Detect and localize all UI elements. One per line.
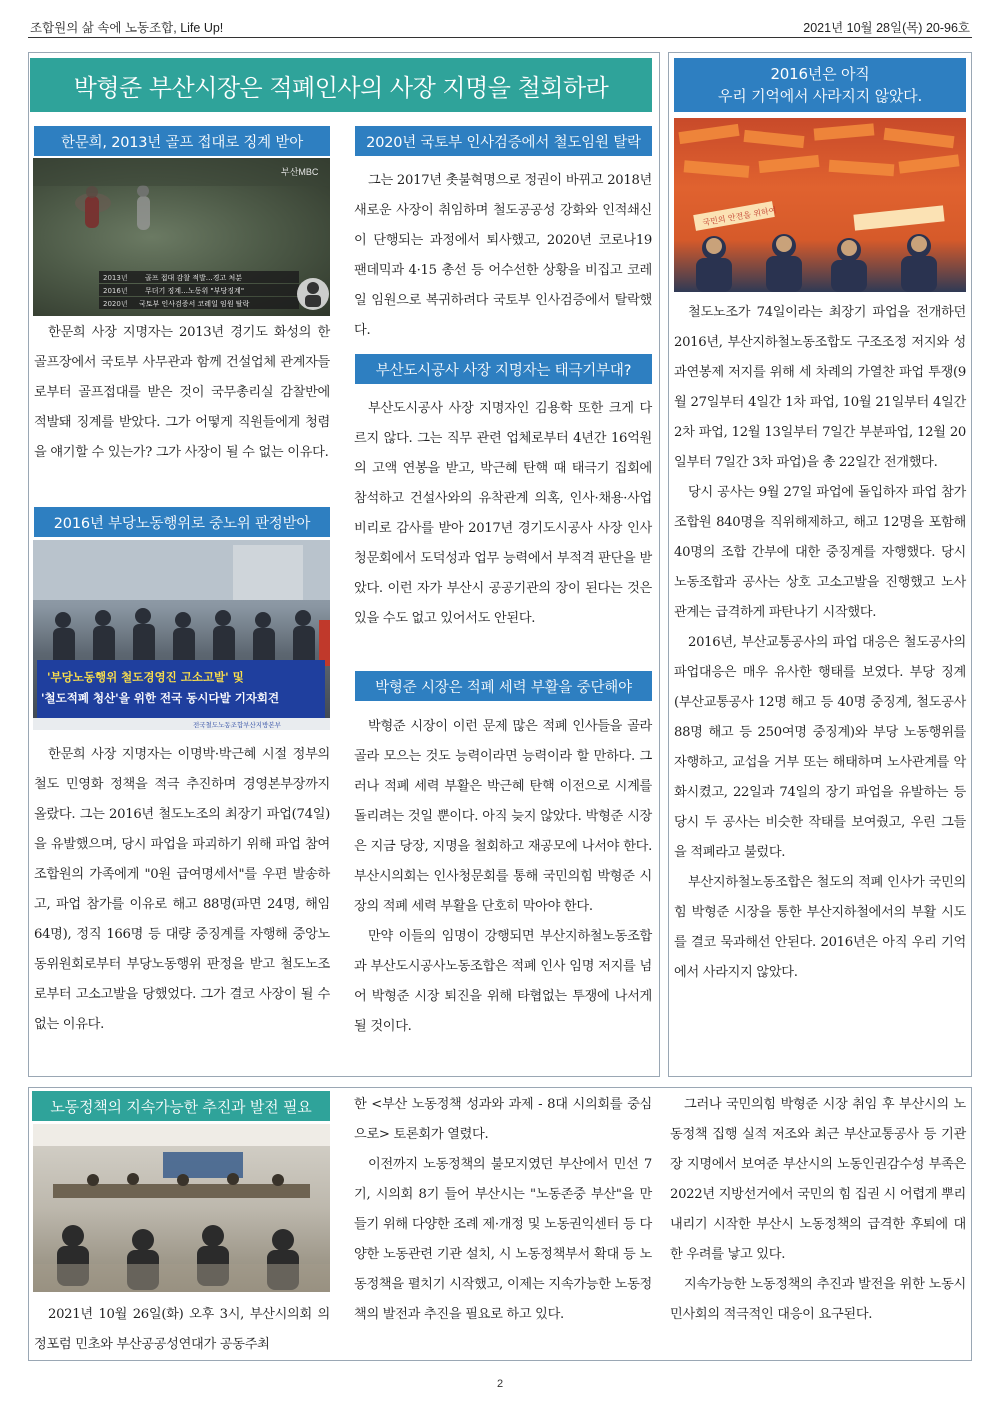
side-title-line-2: 우리 기억에서 사라지지 않았다.	[717, 87, 923, 105]
meeting-room-illustration	[33, 1124, 330, 1292]
caption-year-1: 2013년	[103, 274, 128, 282]
bottom-col3-paragraphs: 그러나 국민의힘 박형준 시장 취임 후 부산시의 노동정책 집행 실적 저조와 최근 부산교통공사 등 기관장 지명에서 보여준 부산시의 노동인권감수성 부족은 2022년 지방선거에서 국민의 힘 집권 시 어렵게 뿌리내리기 시작한 부산시 노동정책의 급격한 후퇴에 대한 우려를 낳고 있다. 지속가능한 노동정책의 추진과 발전을 위한 노동시민사회의 적극적인 대응이 요구된다.	[670, 1097, 966, 1322]
page-number: 2	[496, 1378, 504, 1390]
caption-year-2: 2016년	[103, 287, 128, 295]
col1-subhead-2-text: 2016년 부당노동행위로 중노위 판정받아	[53, 515, 311, 532]
blurred-golf-scene	[33, 158, 330, 316]
col2-paragraph-3: 박형준 시장이 이런 문제 많은 적폐 인사들을 골라골라 모으는 것도 능력이라면 능력이라 할 만하다. 그러나 적폐 세력 부활은 박근혜 탄핵 이전으로 시계를 돌리려는 것일 뿐이다. 아직 늦지 않았다. 박형준 시장은 지금 당장, 지명을 철회하고 재공모에 나서야 한다. 부산시의회는 인사청문회를 통해 국민의힘 박형준 시장의 적폐 세력 부활을 단호히 막아야 한다. 만약 이들의 임명이 강행되면 부산지하철노동조합과 부산도시공사노동조합은 적폐 인사 임명 저지를 넘어 박형준 시장 퇴진을 위해 타협없는 투쟁에 나서게 될 것이다.	[354, 719, 652, 1034]
col1-subhead-1-text: 한문희, 2013년 골프 접대로 징계 받아	[60, 134, 304, 151]
col1-subhead-1	[34, 126, 330, 156]
bottom-col2-paragraphs: 한 <부산 노동정책 성과와 과제 - 8대 시의회를 중심으로> 토론회가 열렸다. 이전까지 노동정책의 불모지였던 부산에서 민선 7기, 시의회 8기 들어 부산시는 "노동존중 부산"을 만들기 위해 다양한 조례 제·개정 및 노동권익센터 등 다양한 노동관련 기관 설치, 시 노동정책부서 확대 등 노동정책을 펼치기 시작했고, 이제는 지속가능한 노동정책의 발전과 추진을 필요로 하고 있다.	[354, 1097, 652, 1322]
caption-text-1: 골프 접대 감찰 적발…경고 처분	[145, 274, 243, 282]
news-screenshot-photo	[33, 158, 330, 316]
scarf-slogan: 국민의 안전을 위하여	[701, 205, 778, 228]
col2-subhead-3-text: 박형준 시장은 적폐 세력 부활을 중단해야	[375, 679, 632, 696]
banner-text-line-2: '철도적폐 청산'을 위한 전국 동시다발 기자회견	[41, 691, 280, 705]
running-header	[28, 12, 972, 38]
col1-paragraph-1: 한문희 사장 지명자는 2013년 경기도 화성의 한 골프장에서 국토부 사무관과 함께 건설업체 관계자들로부터 골프접대를 받은 것이 국무총리실 감찰반에 적발돼 징계를 받았다. 그가 어떻게 직원들에게 청렴을 얘기할 수 있는가? 그가 사장이 될 수 없는 이유다.	[34, 325, 330, 460]
col2-paragraph-1: 그는 2017년 촛불혁명으로 정권이 바뀌고 2018년 새로운 사장이 취임하며 철도공공성 강화와 인적쇄신이 단행되는 과정에서 퇴사했고, 2020년 코로나19 팬데믹과 4·15 총선 등 어수선한 상황을 비집고 코레일 임원으로 복귀하려다 국토부 인사검증에서 탈락했다.	[354, 173, 652, 338]
forum-meeting-photo	[33, 1124, 330, 1292]
bottom-subhead-text: 노동정책의 지속가능한 추진과 발전 필요	[50, 1097, 312, 1116]
protest-group-illustration	[33, 540, 330, 730]
svg-text:부산MBC: 부산MBC	[281, 167, 319, 177]
broadcaster-logo	[281, 166, 319, 177]
side-title	[674, 58, 966, 112]
caption-text-3: 국토부 인사검증서 코레일 임원 탈락	[139, 300, 250, 308]
strike-rally-photo	[674, 118, 966, 292]
main-headline	[30, 58, 652, 112]
col1-paragraph-2: 한문희 사장 지명자는 이명박·박근혜 시절 정부의 철도 민영화 정책을 적극 추진하며 경영본부장까지 올랐다. 그는 2016년 철도노조의 최장기 파업(74일)을 유발했으며, 당시 파업을 파괴하기 위해 파업 참여 조합원의 가족에게 "0원 급여명세서"를 우편 발송하고, 파업 참가를 이유로 해고 88명(파면 24명, 해임 64명), 정직 166명 등 대량 중징계를 자행해 중앙노동위원회로부터 부당노동행위 판정을 받고 철도노조로부터 고소고발을 당했었다. 그가 결코 사장이 될 수 없는 이유다.	[34, 747, 330, 1032]
caption-text-2: 무더기 징계…노동위 "부당징계"	[145, 287, 245, 295]
banner-org: 전국철도노동조합부산지방본부	[193, 721, 281, 729]
col2-subhead-3	[355, 671, 652, 701]
side-paragraphs: 철도노조가 74일이라는 최장기 파업을 전개하던 2016년, 부산지하철노동조합도 구조조정 저지와 성과연봉제 저지를 위해 세 차례의 가열찬 파업 투쟁(9월 27일부터 4일간 1차 파업, 10월 21일부터 4일간 2차 파업, 12월 13일부터 7일간 부분파업, 12월 20일부터 7일간 3차 파업)을 총 22일간 전개했다. 당시 공사는 9월 27일 파업에 돌입하자 파업 참가 조합원 840명을 직위해제하고, 해고 12명을 포함해 40명의 조합 간부에 대한 중징계를 자행했다. 당시 노동조합과 공사는 상호 고소고발을 진행했고 노사관계는 급격하게 파탄나기 시작했다. 2016년, 부산교통공사의 파업 대응은 철도공사의 파업대응은 매우 유사한 행태를 보였다. 부당 징계(부산교통공사 12명 해고 등 40명 중징계, 철도공사 88명 해고 등 250여명 중징계)와 부당 노동행위를 자행하고, 교섭을 거부 또는 해태하며 노사관계를 악화시켰고, 22일과 74일의 장기 파업을 유발하는 등 당시 두 공사는 비슷한 작태를 보여줬고, 우린 그들을 적폐라고 불렀다. 부산지하철노동조합은 철도의 적폐 인사가 국민의힘 박형준 시장을 통한 부산지하철에서의 부활 시도를 결코 묵과해선 안된다. 2016년은 아직 우리 기억에서 사라지지 않았다.	[674, 305, 966, 980]
main-headline-text: 박형준 부산시장은 적폐인사의 사장 지명을 철회하라	[73, 73, 609, 102]
col2-paragraph-2: 부산도시공사 사장 지명자인 김용학 또한 크게 다르지 않다. 그는 직무 관련 업체로부터 4년간 16억원의 고액 연봉을 받고, 박근혜 탄핵 때 태극기 집회에 참석하고 건설사와의 유착관계 의혹, 인사·채용·사업비리로 감사를 받아 2017년 경기도시공사 사장 인사청문회에서 도덕성과 업무 능력에서 부적격 판단을 받았다. 이런 자가 부산시 공공기관의 장이 된다는 것은 있을 수도 없고 있어서도 안된다.	[354, 401, 652, 626]
banner-text-line-1: '부당노동행위 철도경영진 고소고발' 및	[47, 670, 244, 684]
header-slogan: 조합원의 삶 속에 노동조합, Life Up!	[30, 21, 224, 35]
side-title-line-1: 2016년은 아직	[770, 65, 870, 83]
press-conference-photo	[33, 540, 330, 730]
col2-subhead-2	[355, 354, 652, 384]
col2-subhead-1-text: 2020년 국토부 인사검증에서 철도임원 탈락	[366, 134, 641, 151]
caption-year-3: 2020년	[103, 300, 128, 308]
col1-subhead-2	[34, 507, 330, 537]
bottom-col1-paragraph: 2021년 10월 26일(화) 오후 3시, 부산시의회 의정포럼 민초와 부산공공성연대가 공동주최	[34, 1307, 330, 1352]
bottom-subhead	[32, 1091, 330, 1121]
orange-scarves-crowd	[674, 118, 966, 292]
header-date-issue: 2021년 10월 28일(목) 20-96호	[803, 21, 970, 35]
col2-subhead-1	[355, 126, 652, 156]
col2-subhead-2-text: 부산도시공사 사장 지명자는 태극기부대?	[375, 362, 632, 379]
